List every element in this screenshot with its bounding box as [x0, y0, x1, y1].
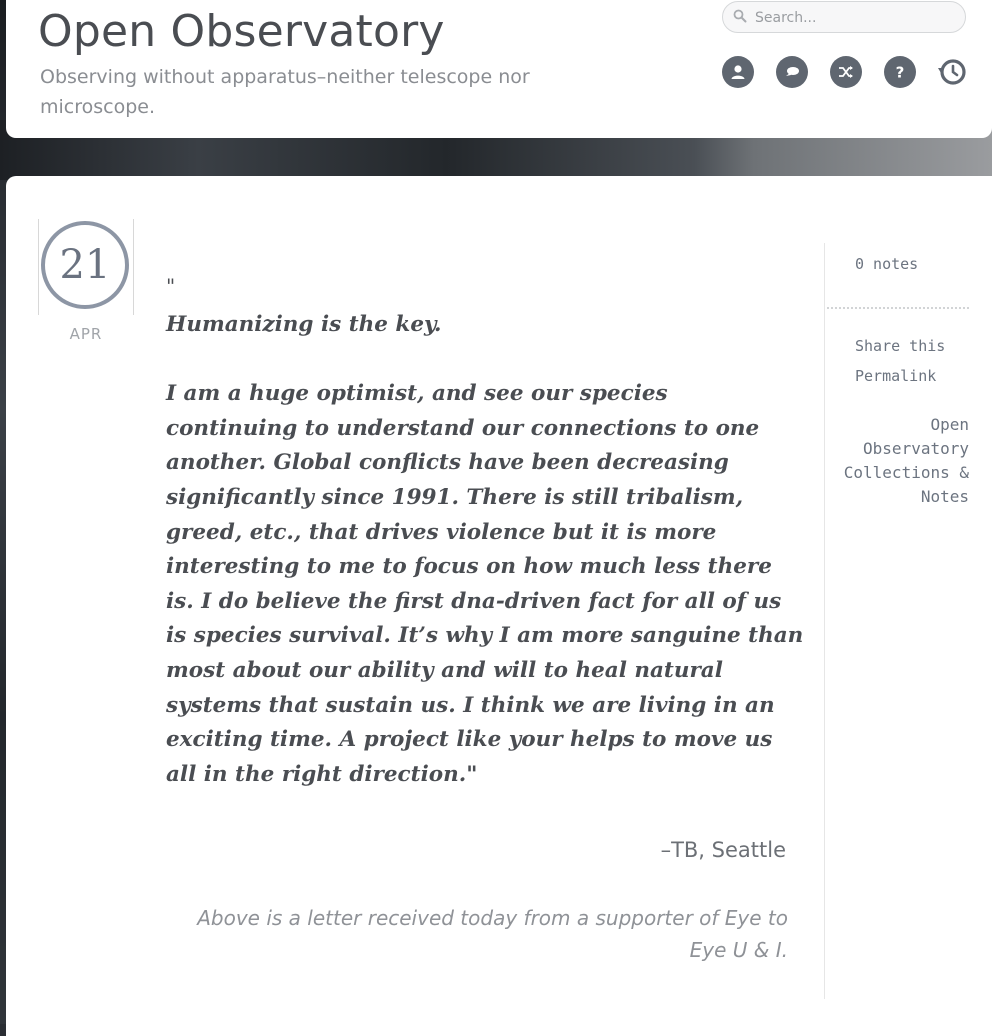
chat-icon[interactable] [776, 56, 808, 88]
svg-text:?: ? [895, 63, 905, 81]
post-paragraph: Humanizing is the key. [166, 312, 442, 337]
permalink-link[interactable]: Permalink [855, 367, 937, 385]
search-input[interactable] [753, 6, 957, 30]
quote-attribution: –TB, Seattle [660, 838, 786, 862]
post-date-day: 21 [59, 242, 111, 288]
site-description: Observing without apparatus–neither telescope nor microscope. [40, 66, 530, 118]
post-body [166, 308, 806, 792]
site-title[interactable]: Open Observatory [38, 6, 445, 57]
share-link[interactable]: Share this [855, 337, 946, 355]
collections-link[interactable]: Open Observatory Collections & Notes [843, 415, 969, 506]
post-date-month: APR [69, 325, 103, 343]
user-icon[interactable] [722, 56, 754, 88]
header-nav [722, 56, 972, 90]
date-circle [41, 221, 129, 309]
search-icon [733, 9, 747, 23]
post-paragraph: I am a huge optimist, and see our species continuing to understand our connections to one another. Global conflicts have been decreasing significantly since 1991. There is still tribalism, greed, etc., that drives violence but it is more interesting to me to focus on how much less there is. I do believe the first dna-driven fact for all of us is species survival. It’s why I am more sanguine than most about our ability and will to heal natural systems that sustain us. I think we are living in an exciting time. A project like your helps to move us all in the right direction." [166, 381, 804, 787]
help-icon[interactable] [884, 56, 916, 88]
post-date-badge[interactable] [38, 219, 134, 315]
notes-count[interactable]: 0 notes [855, 255, 919, 273]
quote-mark: " [166, 274, 176, 298]
shuffle-icon[interactable] [830, 56, 862, 88]
post-caption: Above is a letter received today from a supporter of Eye to Eye U & I. [197, 906, 788, 962]
history-icon[interactable] [936, 56, 968, 88]
search-box[interactable] [722, 1, 966, 33]
post-meta-sidebar [824, 243, 975, 999]
divider [827, 307, 969, 309]
